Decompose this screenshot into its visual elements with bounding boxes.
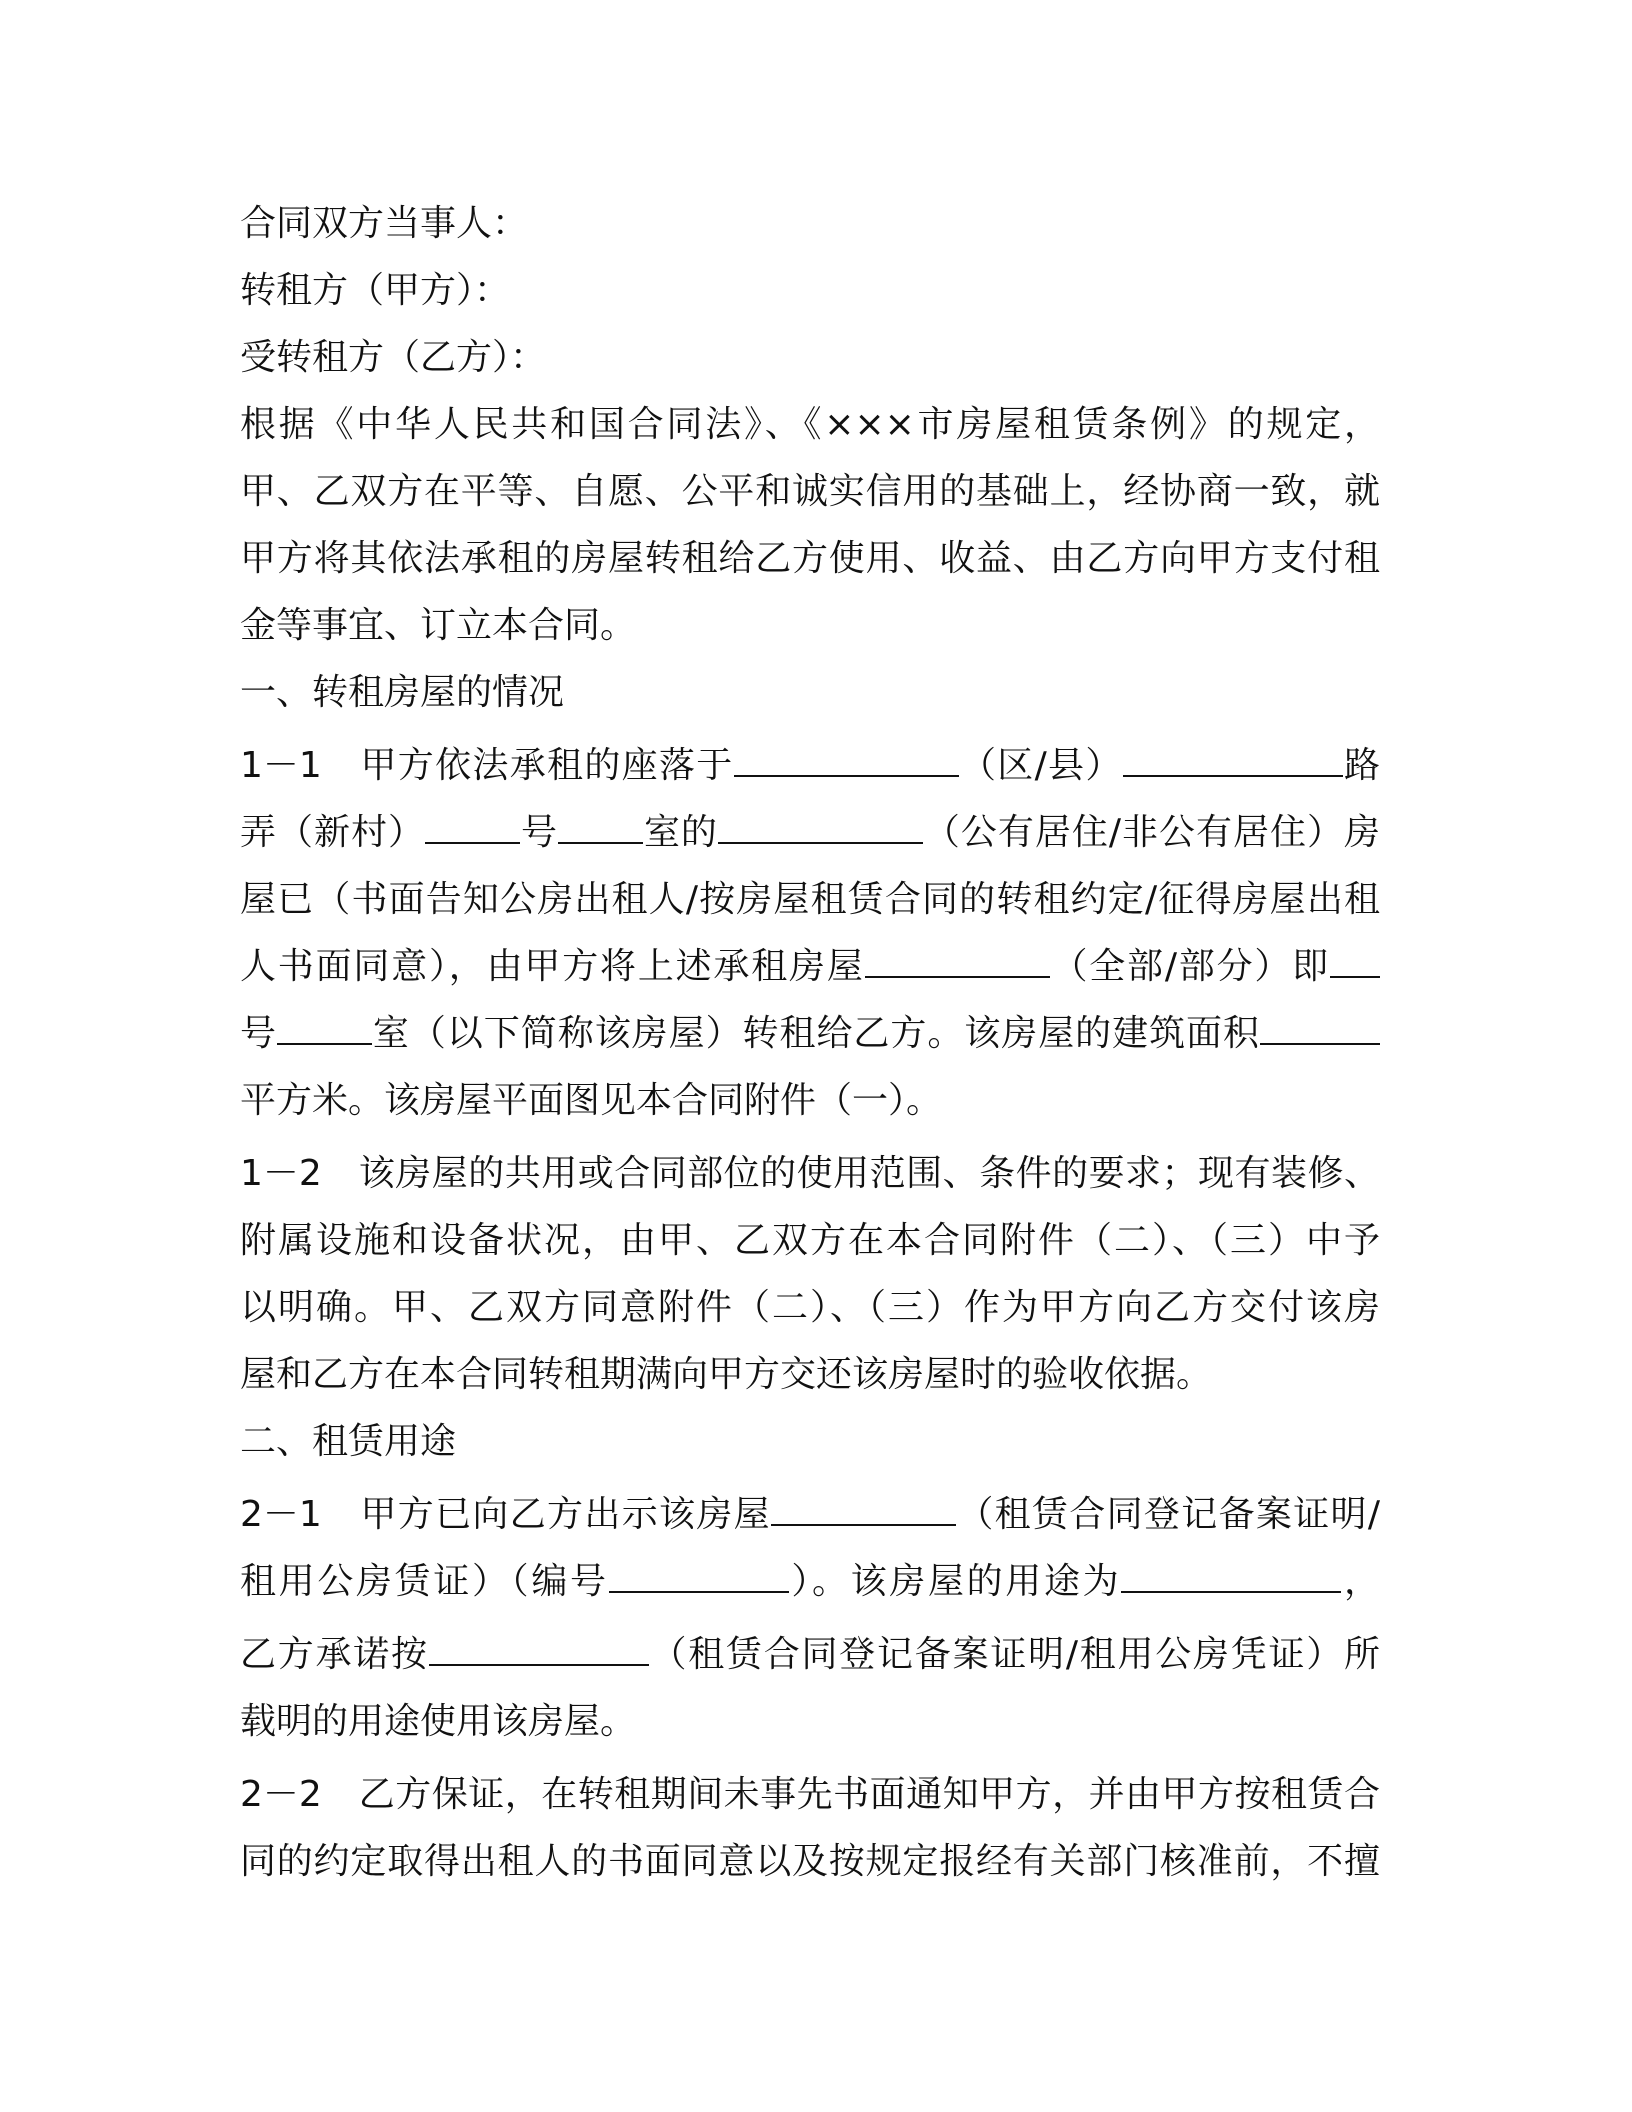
clause-text: ， xyxy=(1341,1561,1380,1602)
intro-line: 甲方将其依法承租的房屋转租给乙方使用、收益、由乙方向甲方支付租 xyxy=(240,538,1380,579)
clause-text: （全部/部分）即 xyxy=(1049,946,1330,987)
section-1-heading: 一、转租房屋的情况 xyxy=(240,672,565,713)
clause-text: 人书面同意），由甲方将上述承租房屋 xyxy=(240,946,865,987)
unit-room-blank[interactable] xyxy=(277,1003,372,1045)
intro-paragraph xyxy=(240,391,1380,659)
clause-2-2 xyxy=(240,1761,1380,1895)
clause-text: 号 xyxy=(240,1013,277,1054)
housing-type-blank[interactable] xyxy=(718,802,923,844)
clause-text: 乙方承诺按 xyxy=(240,1634,429,1675)
sublet-scope-blank[interactable] xyxy=(865,936,1050,978)
intro-line: 甲、乙双方在平等、自愿、公平和诚实信用的基础上，经协商一致，就 xyxy=(240,471,1380,512)
clause-1-1-line-5 xyxy=(240,1000,1380,1067)
clause-2-1-line-3 xyxy=(240,1621,1380,1688)
party-a-label: 转租方（甲方）： xyxy=(240,270,511,311)
clause-text: （租赁合同登记备案证明/租用公房凭证）所 xyxy=(648,1634,1380,1675)
clause-2-1-line-1 xyxy=(240,1481,1380,1548)
unit-number-blank[interactable] xyxy=(1330,936,1380,978)
clause-1-2-line: 屋和乙方在本合同转租期满向甲方交还该房屋时的验收依据。 xyxy=(240,1354,1213,1395)
clause-text: ）。该房屋的用途为 xyxy=(788,1561,1122,1602)
lease-document-blank[interactable] xyxy=(771,1484,956,1526)
clause-1-1-line-6: 平方米。该房屋平面图见本合同附件（一）。 xyxy=(240,1080,943,1121)
lane-number-blank[interactable] xyxy=(425,802,520,844)
document-number-blank[interactable] xyxy=(609,1551,789,1593)
intro-line: 金等事宜、订立本合同。 xyxy=(240,605,637,646)
clause-2-1-line-2 xyxy=(240,1548,1380,1615)
usage-blank[interactable] xyxy=(1121,1551,1341,1593)
clause-1-1-line-1 xyxy=(240,732,1380,799)
floor-area-blank[interactable] xyxy=(1260,1003,1380,1045)
district-blank[interactable] xyxy=(734,735,959,777)
clause-2-2-line: 同的约定取得出租人的书面同意以及按规定报经有关部门核准前，不擅 xyxy=(240,1841,1380,1882)
section-2-heading: 二、租赁用途 xyxy=(240,1421,457,1462)
clause-2-1 xyxy=(240,1481,1380,1755)
clause-text: 号 xyxy=(519,812,558,853)
usage-basis-blank[interactable] xyxy=(429,1624,649,1666)
clause-2-2-line: 2－2 乙方保证，在转租期间未事先书面通知甲方，并由甲方按租赁合 xyxy=(240,1774,1380,1815)
clause-1-2-line: 附属设施和设备状况，由甲、乙双方在本合同附件（二）、（三）中予 xyxy=(240,1220,1380,1261)
clause-text: 室的 xyxy=(642,812,718,853)
clause-text: 租用公房赁证）（编号 xyxy=(240,1561,609,1602)
room-number-blank[interactable] xyxy=(558,802,643,844)
clause-text: 室（以下简称该房屋）转租给乙方。该房屋的建筑面积 xyxy=(371,1013,1260,1054)
clause-text: 路 xyxy=(1342,745,1380,786)
clause-1-1-line-4 xyxy=(240,933,1380,1000)
clause-text: 2－1 甲方已向乙方出示该房屋 xyxy=(240,1494,771,1535)
clause-text: （公有居住/非公有居住）房 xyxy=(922,812,1380,853)
clause-text: 1－1 甲方依法承租的座落于 xyxy=(240,745,734,786)
clause-1-2-line: 1－2 该房屋的共用或合同部位的使用范围、条件的要求；现有装修、 xyxy=(240,1153,1380,1194)
clause-1-1 xyxy=(240,732,1380,1134)
party-b-label: 受转租方（乙方）： xyxy=(240,337,547,378)
clause-text: 弄（新村） xyxy=(240,812,425,853)
intro-line: 根据《中华人民共和国合同法》、《×××市房屋租赁条例》的规定， xyxy=(240,404,1380,445)
clause-1-1-line-3: 屋已（书面告知公房出租人/按房屋租赁合同的转租约定/征得房屋出租 xyxy=(240,879,1380,920)
parties-heading: 合同双方当事人： xyxy=(240,203,529,244)
clause-2-1-line-4: 载明的用途使用该房屋。 xyxy=(240,1701,637,1742)
clause-1-2-line: 以明确。甲、乙双方同意附件（二）、（三）作为甲方向乙方交付该房 xyxy=(240,1287,1380,1328)
clause-1-2 xyxy=(240,1140,1380,1408)
clause-text: （租赁合同登记备案证明/ xyxy=(956,1494,1380,1535)
clause-1-1-line-2 xyxy=(240,799,1380,866)
contract-page xyxy=(240,190,1380,1895)
road-blank[interactable] xyxy=(1123,735,1343,777)
clause-text: （区/县） xyxy=(958,745,1123,786)
